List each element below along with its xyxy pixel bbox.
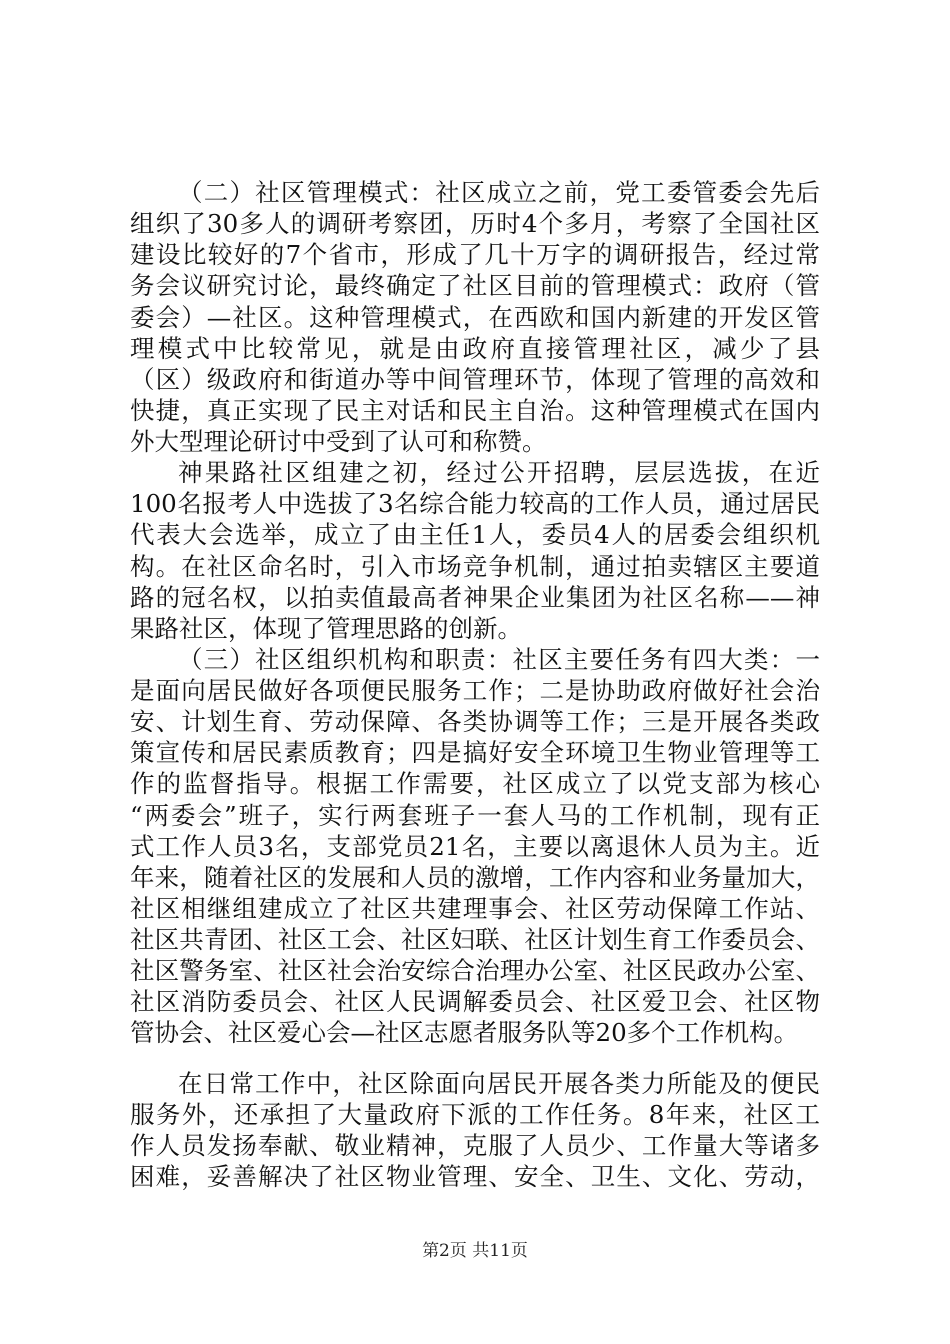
text-line: （区）级政府和街道办等中间管理环节，体现了管理的高效和	[130, 364, 820, 394]
text-line: 社区消防委员会、社区人民调解委员会、社区爱卫会、社区物	[130, 987, 820, 1017]
text-line: 100名报考人中选拔了3名综合能力较高的工作人员，通过居民	[130, 489, 820, 519]
text-line: 年来，随着社区的发展和人员的激增，工作内容和业务量加大，	[130, 862, 820, 892]
text-line: 理模式中比较常见，就是由政府直接管理社区，减少了县	[130, 333, 820, 363]
text-line: 组织了30多人的调研考察团，历时4个多月，考察了全国社区	[130, 209, 820, 239]
text-line: 果路社区，体现了管理思路的创新。	[130, 613, 522, 643]
text-line: （三）社区组织机构和职责：社区主要任务有四大类：一	[178, 644, 820, 674]
text-line: 构。在社区命名时，引入市场竞争机制，通过拍卖辖区主要道	[130, 551, 820, 581]
text-line: 策宣传和居民素质教育；四是搞好安全环境卫生物业管理等工	[130, 738, 820, 768]
text-line: 代表大会选举，成立了由主任1人，委员4人的居委会组织机	[130, 520, 820, 550]
text-line: 委会）—社区。这种管理模式，在西欧和国内新建的开发区管	[130, 302, 820, 332]
text-line: 是面向居民做好各项便民服务工作；二是协助政府做好社会治	[130, 676, 820, 706]
text-line: 管协会、社区爱心会—社区志愿者服务队等20多个工作机构。	[130, 1018, 799, 1048]
text-line: 作人员发扬奉献、敬业精神，克服了人员少、工作量大等诸多	[130, 1130, 820, 1160]
text-line: 式工作人员3名，支部党员21名，主要以离退休人员为主。近	[130, 831, 820, 861]
page-number-footer: 第2页 共11页	[422, 1241, 528, 1261]
text-line: 路的冠名权，以拍卖值最高者神果企业集团为社区名称——神	[130, 582, 820, 612]
text-line: “两委会”班子，实行两套班子一套人马的工作机制，现有正	[130, 800, 820, 830]
text-line: 务会议研究讨论，最终确定了社区目前的管理模式：政府（管	[130, 271, 820, 301]
text-line: 建设比较好的7个省市，形成了几十万字的调研报告，经过常	[130, 240, 820, 270]
text-line: 社区警务室、社区社会治安综合治理办公室、社区民政办公室、	[130, 956, 820, 986]
text-line: 神果路社区组建之初，经过公开招聘，层层选拔，在近	[178, 458, 820, 488]
text-line: 快捷，真正实现了民主对话和民主自治。这种管理模式在国内	[130, 395, 820, 425]
text-line: （二）社区管理模式：社区成立之前，党工委管委会先后	[178, 178, 820, 207]
text-line: 服务外，还承担了大量政府下派的工作任务。8年来，社区工	[130, 1099, 820, 1129]
text-line: 外大型理论研讨中受到了认可和称赞。	[130, 427, 547, 457]
text-line: 困难，妥善解决了社区物业管理、安全、卫生、文化、劳动，	[130, 1162, 820, 1191]
text-line: 安、计划生育、劳动保障、各类协调等工作；三是开展各类政	[130, 707, 820, 737]
text-line: 社区共青团、社区工会、社区妇联、社区计划生育工作委员会、	[130, 925, 820, 955]
text-line: 社区相继组建成立了社区共建理事会、社区劳动保障工作站、	[130, 893, 820, 923]
text-line: 作的监督指导。根据工作需要，社区成立了以党支部为核心	[130, 769, 820, 799]
text-line: 在日常工作中，社区除面向居民开展各类力所能及的便民	[178, 1068, 820, 1098]
